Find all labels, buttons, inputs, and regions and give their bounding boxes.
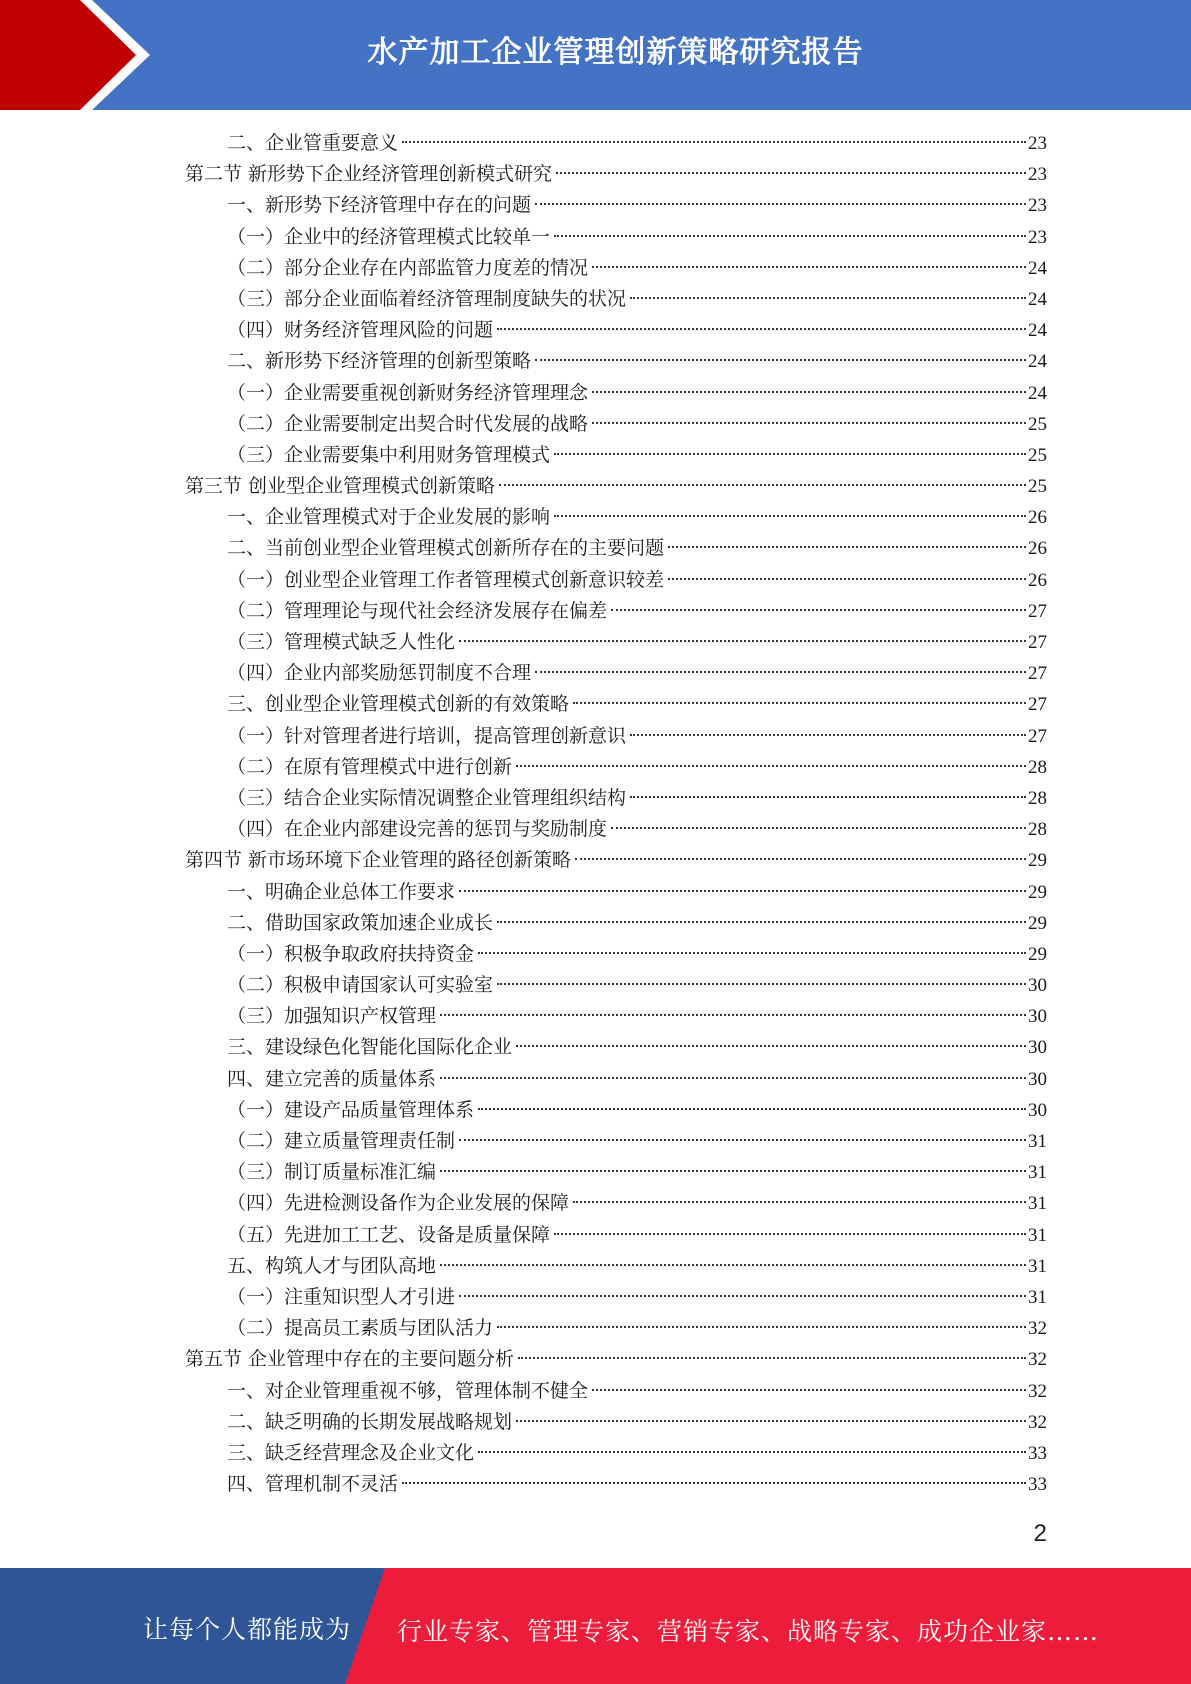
toc-entry-page: 24 — [1028, 382, 1047, 404]
toc-dot-leader — [402, 1482, 1026, 1484]
toc-entry-page: 30 — [1028, 975, 1047, 997]
toc-entry[interactable] — [185, 1095, 1047, 1126]
toc-entry-title: 三、建设绿色化智能化国际化企业 — [227, 1036, 513, 1059]
toc-dot-leader — [440, 1264, 1026, 1266]
toc-dot-leader — [630, 734, 1026, 736]
toc-entry-title: （一）企业中的经济管理模式比较单一 — [227, 225, 551, 248]
toc-entry-title: 二、缺乏明确的长期发展战略规划 — [227, 1410, 513, 1433]
toc-dot-leader — [402, 141, 1026, 143]
toc-entry-title: 第五节 企业管理中存在的主要问题分析 — [185, 1348, 515, 1371]
toc-dot-leader — [592, 422, 1026, 424]
toc-entry-title: （三）企业需要集中利用财务管理模式 — [227, 443, 551, 466]
toc-entry-page: 27 — [1028, 725, 1047, 747]
toc-entry[interactable] — [185, 1438, 1047, 1469]
toc-dot-leader — [516, 1420, 1026, 1422]
toc-entry-title: （三）部分企业面临着经济管理制度缺失的状况 — [227, 287, 627, 310]
toc-entry[interactable] — [185, 190, 1047, 221]
toc-entry-page: 31 — [1028, 1162, 1047, 1184]
toc-entry-page: 26 — [1028, 507, 1047, 529]
toc-entry-page: 33 — [1028, 1474, 1047, 1496]
toc-entry-page: 33 — [1028, 1442, 1047, 1464]
toc-entry-title: （二）在原有管理模式中进行创新 — [227, 755, 513, 778]
toc-entry-page: 24 — [1028, 320, 1047, 342]
toc-dot-leader — [518, 1357, 1026, 1359]
toc-entry-title: （四）企业内部奖励惩罚制度不合理 — [227, 662, 532, 685]
toc-dot-leader — [554, 453, 1026, 455]
toc-dot-leader — [668, 578, 1026, 580]
toc-entry-page: 31 — [1028, 1193, 1047, 1215]
toc-entry[interactable] — [185, 533, 1047, 564]
toc-entry[interactable] — [185, 284, 1047, 315]
toc-dot-leader — [611, 609, 1026, 611]
toc-entry[interactable] — [185, 970, 1047, 1001]
toc-entry-page: 30 — [1028, 1068, 1047, 1090]
toc-dot-leader — [516, 765, 1026, 767]
toc-entry-title: （二）建立质量管理责任制 — [227, 1130, 456, 1152]
toc-entry[interactable] — [185, 783, 1047, 814]
footer-slogan-right: 行业专家、管理专家、营销专家、战略专家、成功企业家…… — [397, 1617, 1100, 1646]
toc-entry-title: （三）加强知识产权管理 — [227, 1005, 437, 1028]
toc-dot-leader — [499, 484, 1026, 486]
toc-entry[interactable] — [185, 128, 1047, 159]
toc-dot-leader — [592, 266, 1026, 268]
toc-entry[interactable] — [185, 845, 1047, 876]
footer-slogan-left: 让每个人都能成为 — [143, 1615, 352, 1644]
toc-entry-title: 四、建立完善的质量体系 — [227, 1067, 437, 1090]
toc-entry[interactable] — [185, 1344, 1047, 1375]
toc-dot-leader — [497, 328, 1026, 330]
toc-entry[interactable] — [185, 159, 1047, 190]
toc-entry[interactable] — [185, 1469, 1047, 1500]
toc-entry[interactable] — [185, 222, 1047, 253]
toc-entry-title: （二）管理理论与现代社会经济发展存在偏差 — [227, 599, 608, 622]
toc-entry[interactable] — [185, 689, 1047, 720]
toc-entry-title: （四）在企业内部建设完善的惩罚与奖励制度 — [227, 818, 608, 841]
toc-dot-leader — [668, 546, 1026, 548]
toc-dot-leader — [573, 1201, 1026, 1203]
toc-dot-leader — [440, 1170, 1026, 1172]
toc-entry-page: 29 — [1028, 881, 1047, 903]
toc-dot-leader — [611, 827, 1026, 829]
toc-entry-page: 27 — [1028, 632, 1047, 653]
document-title: 水产加工企业管理创新策略研究报告 — [367, 35, 864, 70]
toc-entry[interactable] — [185, 440, 1047, 471]
toc-entry-title: （一）针对管理者进行培训，提高管理创新意识 — [227, 724, 627, 747]
toc-entry-title: 第四节 新市场环境下企业管理的路径创新策略 — [185, 849, 572, 872]
toc-entry[interactable] — [185, 1251, 1047, 1282]
toc-dot-leader — [535, 359, 1026, 361]
toc-entry-page: 31 — [1028, 1131, 1047, 1152]
toc-entry[interactable] — [185, 1220, 1047, 1251]
toc-entry-title: （一）创业型企业管理工作者管理模式创新意识较差 — [227, 568, 665, 591]
toc-dot-leader — [535, 203, 1026, 205]
toc-entry[interactable] — [185, 1376, 1047, 1407]
toc-dot-leader — [497, 1326, 1026, 1328]
toc-dot-leader — [516, 1045, 1026, 1047]
toc-entry-page: 32 — [1028, 1411, 1047, 1433]
toc-entry-page: 28 — [1028, 787, 1047, 809]
toc-dot-leader — [478, 1451, 1026, 1453]
toc-dot-leader — [497, 921, 1026, 923]
toc-entry[interactable] — [185, 1407, 1047, 1438]
toc-entry-title: 三、创业型企业管理模式创新的有效策略 — [227, 693, 570, 716]
toc-entry-page: 23 — [1028, 133, 1047, 154]
toc-entry-title: 一、企业管理模式对于企业发展的影响 — [227, 506, 551, 529]
toc-entry-title: 二、当前创业型企业管理模式创新所存在的主要问题 — [227, 537, 665, 560]
toc-entry-page: 29 — [1028, 850, 1047, 872]
toc-entry-title: 第三节 创业型企业管理模式创新策略 — [185, 475, 496, 498]
toc-entry-page: 28 — [1028, 756, 1047, 778]
toc-entry-page: 29 — [1028, 943, 1047, 965]
toc-dot-leader — [459, 1295, 1026, 1297]
toc-entry-page: 27 — [1028, 600, 1047, 622]
toc-entry[interactable] — [185, 253, 1047, 284]
toc-entry-page: 31 — [1028, 1224, 1047, 1246]
toc-entry-title: 二、新形势下经济管理的创新型策略 — [227, 350, 532, 373]
toc-entry-page: 27 — [1028, 694, 1047, 716]
toc-entry-page: 25 — [1028, 444, 1047, 466]
toc-entry-title: （二）企业需要制定出契合时代发展的战略 — [227, 412, 589, 435]
toc-entry[interactable] — [185, 939, 1047, 970]
toc-entry-page: 24 — [1028, 288, 1047, 310]
toc-entry[interactable] — [185, 1188, 1047, 1219]
toc-dot-leader — [478, 952, 1026, 954]
toc-entry-title: 五、构筑人才与团队高地 — [227, 1254, 437, 1277]
toc-dot-leader — [592, 1389, 1026, 1391]
page-header — [0, 0, 1191, 110]
toc-entry-title: 一、明确企业总体工作要求 — [227, 880, 456, 903]
toc-dot-leader — [592, 391, 1026, 393]
toc-entry-page: 25 — [1028, 476, 1047, 498]
toc-entry-title: 第二节 新形势下企业经济管理创新模式研究 — [185, 163, 553, 186]
toc-entry-page: 26 — [1028, 569, 1047, 591]
toc-entry[interactable] — [185, 752, 1047, 783]
toc-entry[interactable] — [185, 1032, 1047, 1063]
toc-entry[interactable] — [185, 596, 1047, 627]
toc-entry-page: 31 — [1028, 1255, 1047, 1277]
toc-entry-title: 一、新形势下经济管理中存在的问题 — [227, 194, 532, 217]
toc-entry-page: 23 — [1028, 226, 1047, 248]
toc-dot-leader — [554, 515, 1026, 517]
toc-entry-page: 25 — [1028, 413, 1047, 435]
toc-entry-page: 27 — [1028, 663, 1047, 685]
toc-dot-leader — [440, 1077, 1026, 1079]
toc-entry-page: 32 — [1028, 1349, 1047, 1371]
toc-dot-leader — [630, 796, 1026, 798]
toc-dot-leader — [459, 640, 1026, 642]
toc-entry-page: 23 — [1028, 164, 1047, 186]
toc-entry-title: （二）部分企业存在内部监管力度差的情况 — [227, 256, 589, 279]
toc-entry[interactable] — [185, 378, 1047, 409]
toc-entry-page: 29 — [1028, 912, 1047, 934]
toc-entry-page: 30 — [1028, 1099, 1047, 1121]
toc-dot-leader — [554, 1233, 1026, 1235]
toc-entry-title: （一）建设产品质量管理体系 — [227, 1098, 475, 1121]
toc-entry-title: （一）注重知识型人才引进 — [227, 1285, 456, 1308]
toc-entry[interactable] — [185, 409, 1047, 440]
table-of-contents — [185, 128, 1047, 1500]
toc-entry-title: 二、借助国家政策加速企业成长 — [227, 911, 494, 934]
toc-entry-title: （三）管理模式缺乏人性化 — [227, 631, 456, 653]
toc-entry-title: （一）企业需要重视创新财务经济管理理念 — [227, 381, 589, 404]
toc-dot-leader — [478, 1108, 1026, 1110]
toc-entry-title: 一、对企业管理重视不够，管理体制不健全 — [227, 1379, 589, 1402]
toc-entry[interactable] — [185, 315, 1047, 346]
toc-entry[interactable] — [185, 565, 1047, 596]
toc-entry-title: （五）先进加工工艺、设备是质量保障 — [227, 1223, 551, 1246]
toc-dot-leader — [575, 858, 1026, 860]
toc-entry-page: 30 — [1028, 1006, 1047, 1028]
toc-dot-leader — [459, 1139, 1026, 1141]
toc-entry-title: （一）积极争取政府扶持资金 — [227, 942, 475, 965]
toc-entry-page: 28 — [1028, 819, 1047, 841]
toc-entry-title: 三、缺乏经营理念及企业文化 — [227, 1441, 475, 1464]
toc-entry-page: 24 — [1028, 257, 1047, 279]
toc-dot-leader — [535, 671, 1026, 673]
toc-entry-title: （三）结合企业实际情况调整企业管理组织结构 — [227, 786, 627, 809]
toc-entry-page: 32 — [1028, 1380, 1047, 1402]
toc-entry[interactable] — [185, 877, 1047, 908]
toc-entry-page: 31 — [1028, 1286, 1047, 1308]
toc-entry[interactable] — [185, 346, 1047, 377]
page-number: 2 — [1033, 1520, 1047, 1547]
toc-entry-title: （四）先进检测设备作为企业发展的保障 — [227, 1192, 570, 1215]
toc-dot-leader — [556, 172, 1026, 174]
page-footer — [0, 1568, 1191, 1684]
toc-entry[interactable] — [185, 1282, 1047, 1313]
toc-entry-title: （二）提高员工素质与团队活力 — [227, 1317, 494, 1340]
toc-entry-title: （四）财务经济管理风险的问题 — [227, 319, 494, 342]
toc-entry-page: 23 — [1028, 195, 1047, 217]
toc-entry-title: 二、企业管重要意义 — [227, 132, 399, 154]
toc-dot-leader — [630, 297, 1026, 299]
toc-entry-page: 32 — [1028, 1318, 1047, 1340]
toc-entry[interactable] — [185, 721, 1047, 752]
toc-entry[interactable] — [185, 502, 1047, 533]
toc-entry-page: 26 — [1028, 538, 1047, 560]
toc-entry[interactable] — [185, 627, 1047, 658]
toc-entry-page: 30 — [1028, 1037, 1047, 1059]
toc-entry[interactable] — [185, 1157, 1047, 1188]
toc-entry-title: （二）积极申请国家认可实验室 — [227, 974, 494, 997]
toc-entry[interactable] — [185, 471, 1047, 502]
toc-entry-title: 四、管理机制不灵活 — [227, 1473, 399, 1496]
toc-entry[interactable] — [185, 814, 1047, 845]
toc-entry[interactable] — [185, 1064, 1047, 1095]
toc-entry[interactable] — [185, 1126, 1047, 1157]
toc-dot-leader — [440, 1014, 1026, 1016]
toc-entry[interactable] — [185, 908, 1047, 939]
toc-entry[interactable] — [185, 1313, 1047, 1344]
toc-entry[interactable] — [185, 1001, 1047, 1032]
toc-entry-page: 24 — [1028, 351, 1047, 373]
toc-dot-leader — [554, 235, 1026, 237]
toc-dot-leader — [459, 890, 1026, 892]
toc-entry[interactable] — [185, 658, 1047, 689]
toc-dot-leader — [497, 983, 1026, 985]
toc-dot-leader — [573, 702, 1026, 704]
toc-entry-title: （三）制订质量标准汇编 — [227, 1161, 437, 1184]
